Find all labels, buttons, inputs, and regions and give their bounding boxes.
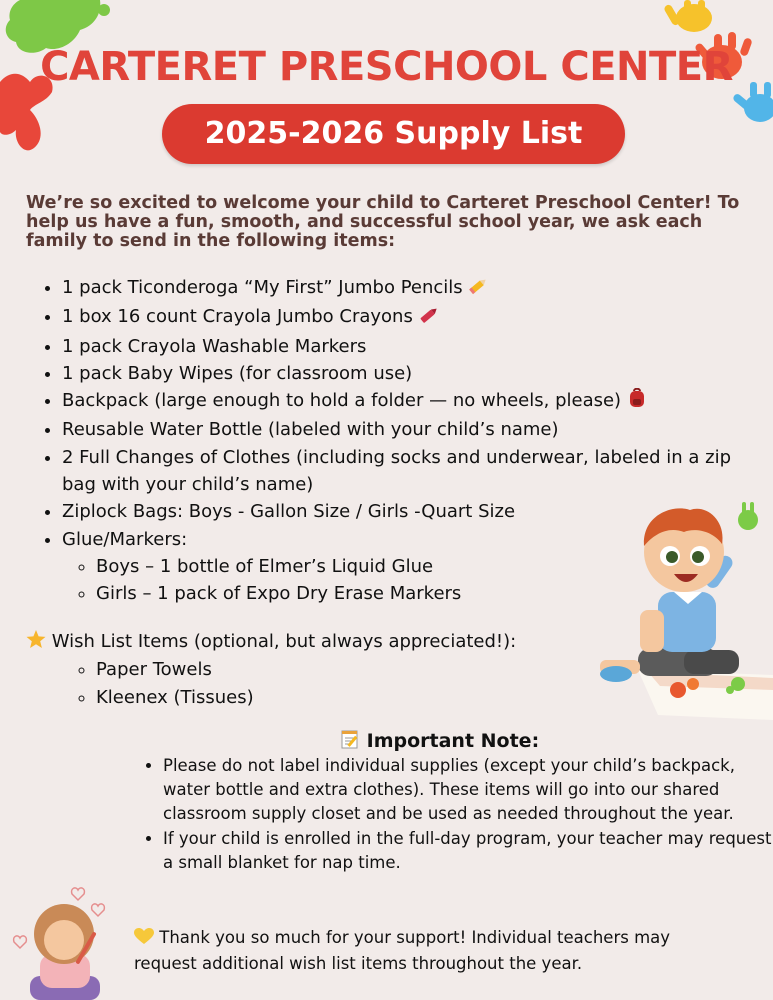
list-item: ◦ Girls – 1 pack of Expo Dry Erase Markers — [96, 580, 762, 607]
list-item — [62, 416, 762, 443]
list-item — [62, 444, 762, 499]
girl-drawing-illustration — [0, 880, 120, 1000]
important-note-list — [128, 754, 773, 875]
yellow-heart-icon — [134, 928, 154, 952]
list-item — [62, 274, 762, 303]
backpack-icon — [627, 388, 647, 416]
supply-list-banner: 2025-2026 Supply List — [162, 104, 625, 164]
list-item — [62, 360, 762, 387]
supply-item-text: 1 pack Crayola Washable Markers — [62, 335, 367, 357]
thank-you-text: Thank you so much for your support! Individual teachers may request additional wish list items throughout the year. — [134, 928, 671, 974]
wish-list — [62, 656, 254, 712]
star-icon — [26, 630, 46, 658]
list-item — [62, 303, 762, 332]
supply-item-text: Ziplock Bags: Boys - Gallon Size / Girls -Quart Size — [62, 501, 516, 523]
list-item — [62, 333, 762, 360]
wish-list-heading-text: Wish List Items (optional, but always appreciated!): — [51, 631, 517, 652]
intro-paragraph: We’re so excited to welcome your child to Carteret Preschool Center! To help us have a fun, smooth, and successful school year, we ask each family to send in the following items: — [26, 193, 740, 251]
supply-item-text: 1 pack Baby Wipes (for classroom use) — [62, 362, 413, 384]
supply-item-text: Glue/Markers: — [62, 528, 188, 550]
important-note-heading — [340, 728, 539, 756]
wish-list-heading — [26, 628, 516, 658]
list-item: • Please do not label individual supplies (except your child’s backpack, water bottle and extra clothes). These items will go into our shared classroom supply closet and be used as needed throughout the year. — [163, 754, 773, 827]
thank-you-message — [134, 926, 734, 976]
list-item: • If your child is enrolled in the full-day program, your teacher may request a small blanket for nap time. — [163, 827, 773, 875]
memo-icon — [340, 729, 360, 756]
supply-item-text: 1 pack Ticonderoga “My First” Jumbo Pencils — [62, 277, 463, 298]
supply-item-text: 1 box 16 count Crayola Jumbo Crayons — [62, 306, 413, 328]
list-item: ◦ Boys – 1 bottle of Elmer’s Liquid Glue — [96, 553, 762, 580]
supply-item-text: Reusable Water Bottle (labeled with your child’s name) — [62, 419, 559, 441]
important-note-heading-text: Important Note: — [366, 730, 540, 752]
school-title: CARTERET PRESCHOOL CENTER — [40, 44, 733, 90]
crayon-icon — [419, 305, 439, 332]
list-item: ◦ Paper Towels — [96, 656, 254, 684]
supply-item-text: Backpack (large enough to hold a folder — no wheels, please) — [62, 390, 622, 412]
list-item: ◦ Kleenex (Tissues) — [96, 684, 254, 712]
list-item — [62, 387, 762, 416]
pencil-icon — [468, 276, 488, 303]
boy-painting-illustration — [598, 500, 773, 720]
supply-item-text: 2 Full Changes of Clothes (including socks and underwear, labeled in a zip bag with your child’s name) — [62, 446, 731, 496]
